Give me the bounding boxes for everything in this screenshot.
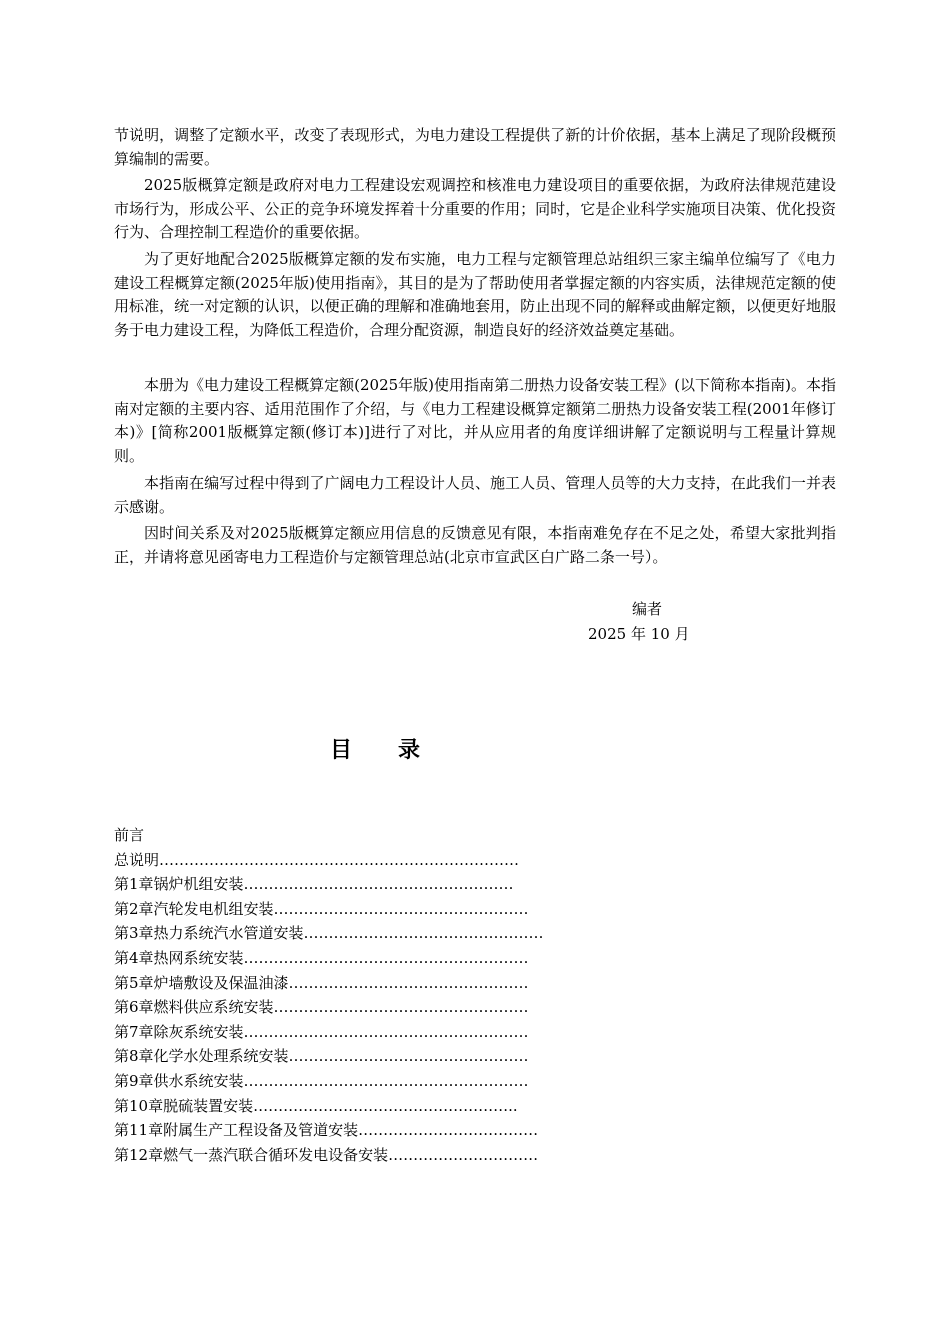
toc-entry-chapter-11[interactable]: 第11章附属生产工程设备及管道安装……………………………… xyxy=(114,1121,539,1140)
toc-entry-chapter-7[interactable]: 第7章除灰系统安装………………………………………………… xyxy=(114,1022,529,1041)
toc-title-char-1: 目 xyxy=(330,738,353,763)
preface-paragraph-6: 因时间关系及对2025版概算定额应用信息的反馈意见有限，本指南难免存在不足之处，希望大家批判指正，并请将意见函寄电力工程造价与定额管理总站(北京市宣武区白广路二条一号）。 xyxy=(114,524,836,566)
toc-entry-chapter-9[interactable]: 第9章供水系统安装………………………………………………… xyxy=(114,1071,529,1090)
toc-entry-chapter-4[interactable]: 第4章热网系统安装………………………………………………… xyxy=(114,948,529,967)
toc-entry-chapter-8[interactable]: 第8章化学水处理系统安装………………………………………… xyxy=(114,1047,529,1066)
table-of-contents xyxy=(114,823,574,1167)
toc-title-char-2: 录 xyxy=(398,738,421,763)
preface-paragraph-4: 本册为《电力建设工程概算定额(2025年版)使用指南第二册热力设备安装工程》(以下简称本指南)。本指南对定额的主要内容、适用范围作了介绍，与《电力工程建设概算定额第二册热力设备安装工程(2001年修订本)》[简称2001版概算定额(修订本)]进行了对比，并从应用者的角度详细讲解了定额说明与工程量计算规则。 xyxy=(114,376,836,465)
toc-entry-chapter-1[interactable]: 第1章锅炉机组安装……………………………………………… xyxy=(114,875,514,894)
author-signature: 编者 xyxy=(632,600,663,618)
preface-paragraph-5: 本指南在编写过程中得到了广阔电力工程设计人员、施工人员、管理人员等的大力支持，在此我们一并表示感谢。 xyxy=(114,474,836,516)
toc-entry-chapter-6[interactable]: 第6章燃料供应系统安装…………………………………………… xyxy=(114,998,529,1017)
toc-entry-chapter-10[interactable]: 第10章脱硫装置安装…………………………………………….. xyxy=(114,1096,518,1115)
preface-paragraph-3: 为了更好地配合2025版概算定额的发布实施，电力工程与定额管理总站组织三家主编单位编写了《电力建设工程概算定额(2025年版)使用指南》，其目的是为了帮助使用者掌握定额的内容实质，法律规范定额的使用标准，统一对定额的认识，以便正确的理解和准确地套用，防止出现不同的解释或曲解定额，以便更好地服务于电力建设工程，为降低工程造价，合理分配资源，制造良好的经济效益奠定基础。 xyxy=(114,250,836,339)
signature-date: 2025 年 10 月 xyxy=(588,625,690,643)
preface-paragraph-2: 2025版概算定额是政府对电力工程建设宏观调控和核准电力建设项目的重要依据，为政府法律规范建设市场行为，形成公平、公正的竞争环境发挥着十分重要的作用；同时，它是企业科学实施项目决策、优化投资行为、合理控制工程造价的重要依据。 xyxy=(114,176,836,241)
toc-entry-general[interactable]: 总说明……………………………………………………………… xyxy=(114,850,520,869)
toc-entry-chapter-2[interactable]: 第2章汽轮发电机组安装…………………………………………… xyxy=(114,899,529,918)
preface-paragraph-1: 节说明，调整了定额水平，改变了表现形式，为电力建设工程提供了新的计价依据，基本上满足了现阶段概预算编制的需要。 xyxy=(114,126,836,168)
toc-entry-chapter-12[interactable]: 第12章燃气一蒸汽联合循环发电设备安装………………………… xyxy=(114,1145,539,1164)
toc-entry-chapter-3[interactable]: 第3章热力系统汽水管道安装………………………………………… xyxy=(114,924,544,943)
toc-entry-chapter-5[interactable]: 第5章炉墙敷设及保温油漆………………………………………… xyxy=(114,973,529,992)
toc-title xyxy=(330,733,420,764)
toc-entry-preface[interactable]: 前言 xyxy=(114,826,145,844)
